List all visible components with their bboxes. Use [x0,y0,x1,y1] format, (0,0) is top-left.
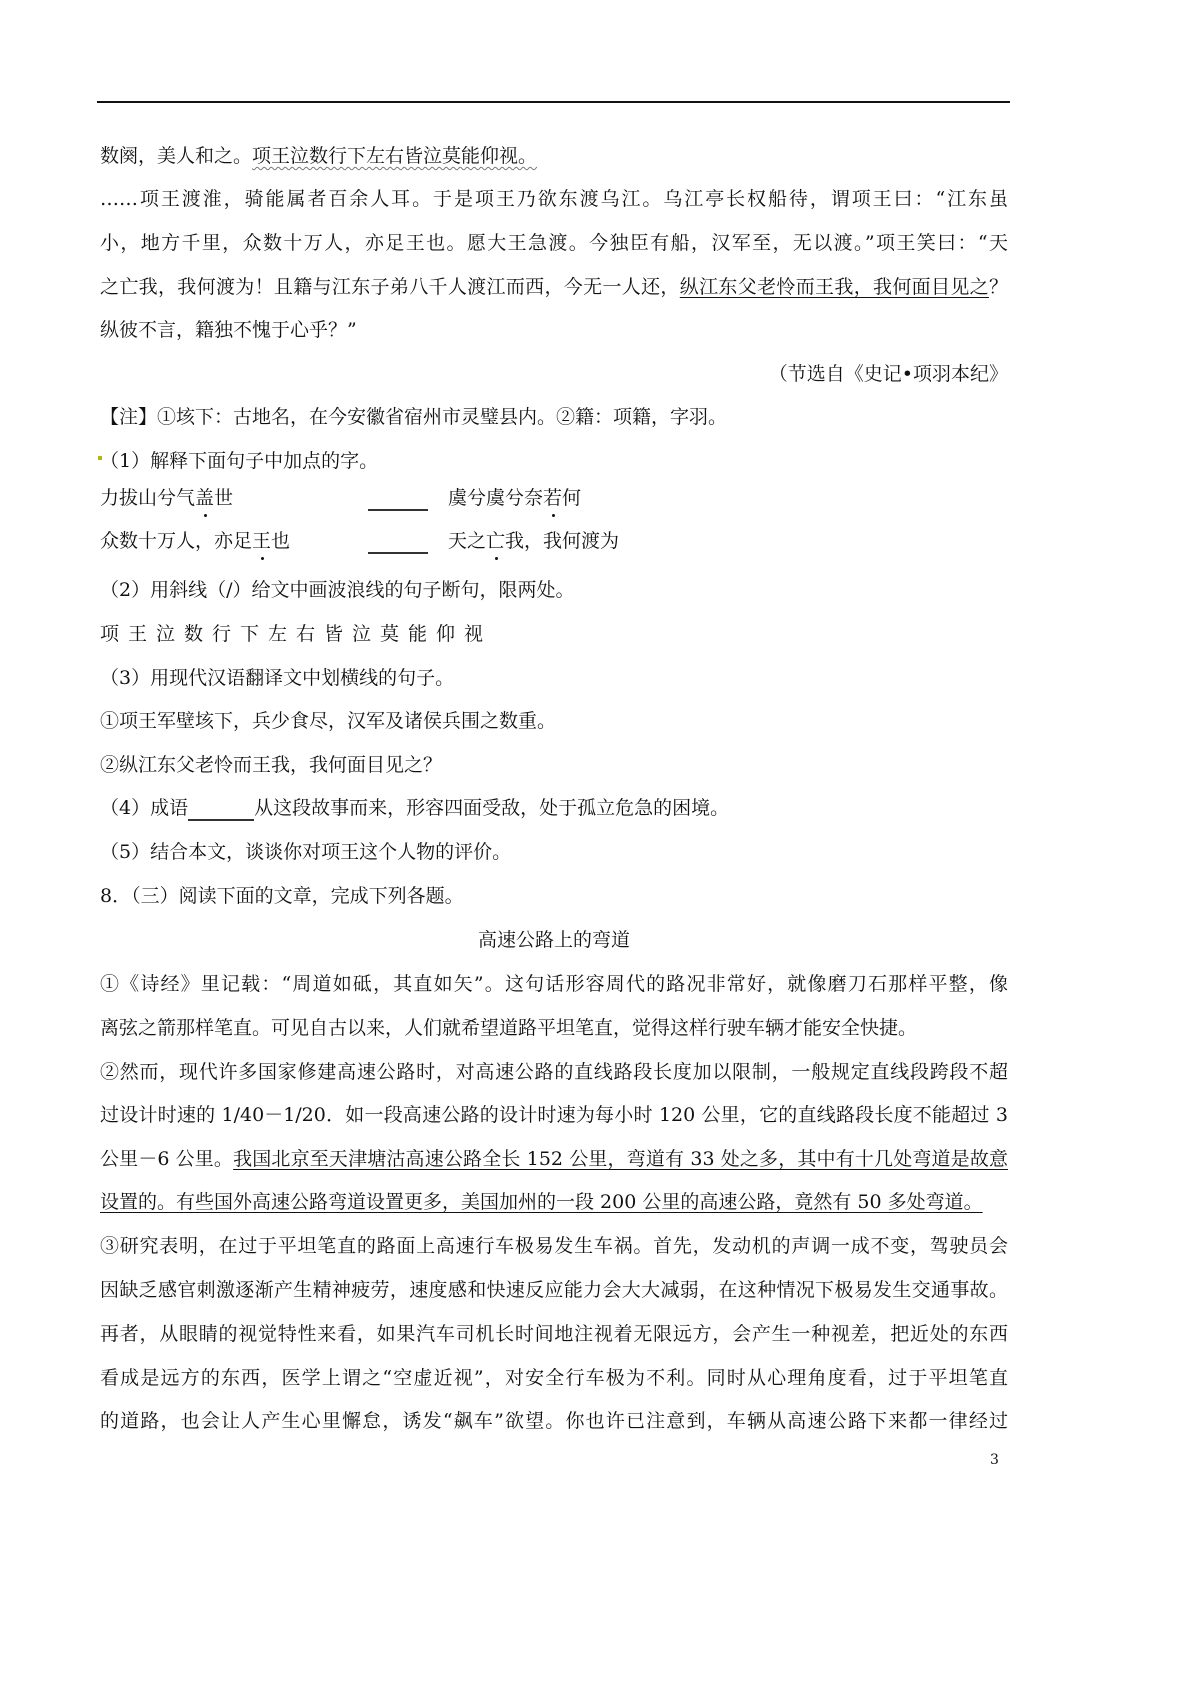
article-line: 因缺乏感官刺激逐渐产生精神疲劳，速度感和快速反应能力会大大减弱，在这种情况下极易发生交通事故。 [100,1279,1008,1301]
article-line [100,1189,1008,1215]
page-number: 3 [990,1452,999,1468]
text: 天之 [448,530,487,552]
article-line: 过设计时速的 1/40－1/20．如一段高速公路的设计时速为每小时 120 公里，它的直线路段长度不能超过 3 [100,1104,1008,1126]
q1-row [100,528,1008,554]
article-line: ①《诗经》里记载：“周道如砥，其直如矢”。这句话形容周代的路况非常好，就像磨刀石那样平整，像 [100,973,1008,995]
question-3-item: ②纵江东父老怜而王我，我何面目见之？ [100,754,443,776]
article-line [100,1146,1008,1172]
article-line: 离弦之箭那样笔直。可见自古以来，人们就希望道路平坦笔直，觉得这样行驶车辆才能安全快捷。 [100,1017,918,1039]
text: 力拔山兮气 [100,487,196,509]
question-4 [100,795,1008,821]
question-2-sentence: 项王泣数行下左右皆泣莫能仰视 [100,623,493,645]
dotted-char: 王 [252,530,272,552]
q1-row [100,485,1008,511]
passage-line [100,274,1008,300]
passage-line: ……项王渡淮，骑能属者百余人耳。于是项王乃欲东渡乌江。乌江亭长权船待，谓项王曰：“江东虽 [100,188,1008,210]
dotted-char: 若 [543,487,563,509]
section-heading: 8．（三）阅读下面的文章，完成下列各题。 [100,885,464,907]
header-rule [97,101,1010,103]
text: 我，我何渡为 [505,530,620,552]
text: 众数十万人，亦足 [100,530,253,552]
answer-blank[interactable] [368,489,428,511]
article-line: ③研究表明，在过于平坦笔直的路面上高速行车极易发生车祸。首先，发动机的声调一成不变，驾驶员会 [100,1235,1008,1257]
text: 从这段故事而来，形容四面受敌，处于孤立危急的困境。 [254,797,730,819]
dotted-char: 亡 [486,530,506,552]
underlined-sentence: 纵江东父老怜而王我，我何面目见之 [679,276,989,298]
question-2: （2）用斜线（/）给文中画波浪线的句子断句，限两处。 [100,579,575,601]
question-1: （1）解释下面句子中加点的字。 [100,450,379,472]
article-line: ②然而，现代许多国家修建高速公路时，对高速公路的直线路段长度加以限制，一般规定直线段跨段不超 [100,1061,1008,1083]
question-3: （3）用现代汉语翻译文中划横线的句子。 [100,667,455,689]
passage-line: 纵彼不言，籍独不愧于心乎？” [100,319,357,341]
text: 何 [562,487,582,509]
underlined-sentence: 我国北京至天津塘沽高速公路全长 152 公里，弯道有 33 处之多，其中有十几处弯道是故意 [233,1148,1008,1170]
article-title: 高速公路上的弯道 [477,929,630,951]
article-line: 的道路，也会让人产生心里懈怠，诱发“飙车”欲望。你也许已注意到，车辆从高速公路下来都一律经过 [100,1410,1008,1432]
answer-blank[interactable] [188,799,254,821]
question-3-item: ①项王军壁垓下，兵少食尽，汉军及诸侯兵围之数重。 [100,710,557,732]
source-citation: （节选自《史记•项羽本纪》 [768,363,1008,385]
article-line: 再者，从眼睛的视觉特性来看，如果汽车司机长时间地注视着无限远方，会产生一种视差，把近处的东西 [100,1323,1008,1345]
text: （4）成语 [100,797,189,819]
text: 公里－6 公里。 [100,1148,234,1170]
text: 虞兮虞兮奈 [448,487,544,509]
text: 世 [214,487,234,509]
annotation-note: 【注】①垓下：古地名，在今安徽省宿州市灵璧县内。②籍：项籍，字羽。 [100,406,728,428]
article-line: 看成是远方的东西，医学上谓之“空虚近视”，对安全行车极为不利。同时从心理角度看，过于平坦笔直 [100,1367,1008,1389]
text: 数阕，美人和之。 [100,145,253,167]
text: 也 [271,530,291,552]
text: 之亡我，我何渡为！且籍与江东子弟八千人渡江而西，今无一人还， [100,276,680,298]
passage-line: 小，地方千里，众数十万人，亦足王也。愿大王急渡。今独臣有船，汉军至，无以渡。”项王笑曰：“天 [100,232,1008,254]
underlined-sentence: 设置的。有些国外高速公路弯道设置更多，美国加州的一段 200 公里的高速公路，竟然有 50 多处弯道。 [100,1191,983,1213]
text: ？ [988,276,1008,298]
passage-line [100,143,1008,169]
dotted-char: 盖 [195,487,215,509]
answer-blank[interactable] [368,532,428,554]
question-5: （5）结合本文，谈谈你对项王这个人物的评价。 [100,841,512,863]
wavy-underlined-sentence: 项王泣数行下左右皆泣莫能仰视。 [252,145,538,167]
